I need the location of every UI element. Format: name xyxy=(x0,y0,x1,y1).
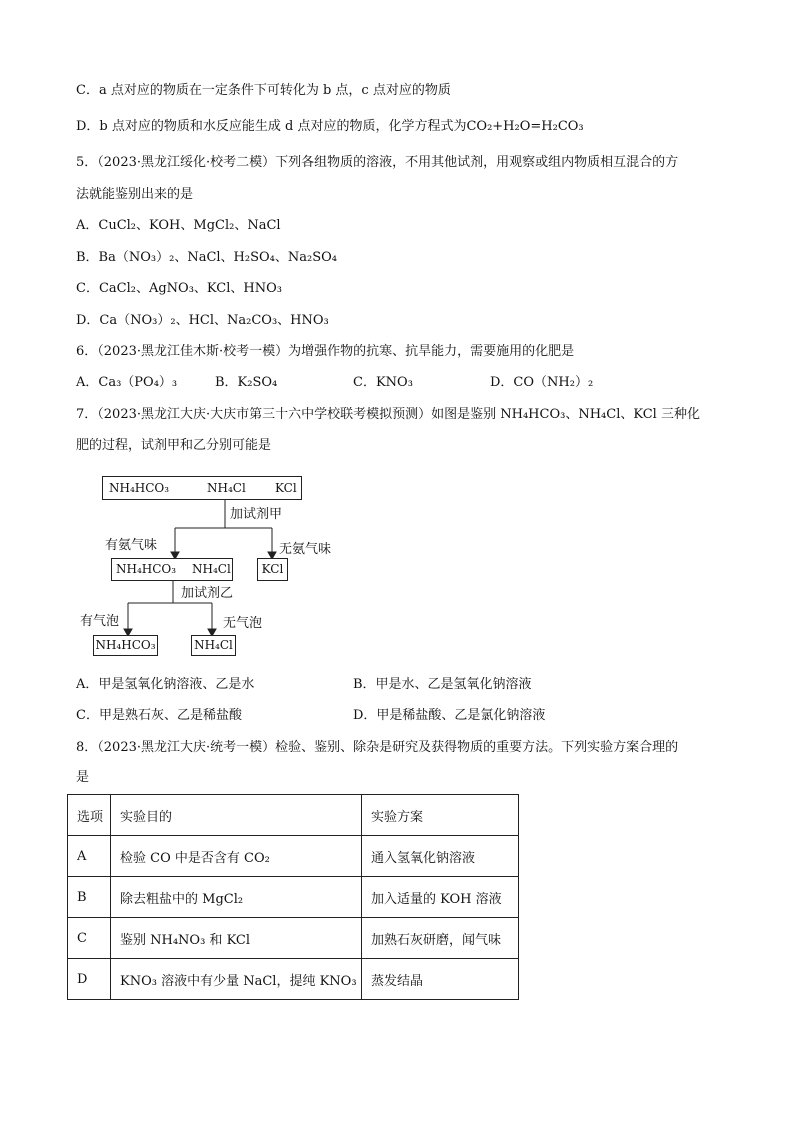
q5-stem-line1: 5．（2023·黑龙江绥化·校考二模）下列各组物质的溶液，不用其他试剂，用观察或组内物质相互混合的方 xyxy=(76,155,679,170)
table-cell: C xyxy=(68,918,111,959)
q5-option-d: D．Ca（NO₃）₂、HCl、Na₂CO₃、HNO₃ xyxy=(76,313,329,328)
q7-reagent-b-label: 加试剂乙 xyxy=(181,586,234,601)
q7-option-c: C．甲是熟石灰、乙是稀盐酸 xyxy=(76,708,242,723)
table-cell: 鉴别 NH₄NO₃ 和 KCl xyxy=(111,918,362,959)
q7-middle-box-item-2: NH₄Cl xyxy=(192,562,231,576)
q4-option-d-equation: CO₂+H₂O=H₂CO₃ xyxy=(466,119,584,134)
table-cell: KNO₃ 溶液中有少量 NaCl，提纯 KNO₃ xyxy=(111,959,362,1000)
table-cell: 蒸发结晶 xyxy=(362,959,519,1000)
q7-no-ammonia-label: 无氨气味 xyxy=(279,542,332,557)
q8-stem-line1: 8．（2023·黑龙江大庆·统考一模）检验、鉴别、除杂是研究及获得物质的重要方法。下列实验方案合理的 xyxy=(76,740,679,755)
table-row xyxy=(68,959,519,1000)
table-cell: A xyxy=(68,836,111,877)
table-header-cell: 实验方案 xyxy=(362,795,519,836)
q7-middle-box-item-1: NH₄HCO₃ xyxy=(116,562,177,576)
q5-option-b: B．Ba（NO₃）₂、NaCl、H₂SO₄、Na₂SO₄ xyxy=(76,250,337,265)
table-cell: 加入适量的 KOH 溶液 xyxy=(362,877,519,918)
q6-option-d: D．CO（NH₂）₂ xyxy=(490,375,594,390)
q5-option-a: A．CuCl₂、KOH、MgCl₂、NaCl xyxy=(76,218,281,233)
table-row xyxy=(68,877,519,918)
q7-option-d: D．甲是稀盐酸、乙是氯化钠溶液 xyxy=(353,708,546,723)
table-row xyxy=(68,918,519,959)
q7-top-box-item-2: NH₄Cl xyxy=(207,481,246,495)
q7-result-box-right-label: NH₄Cl xyxy=(194,638,233,652)
q7-option-b: B．甲是水、乙是氢氧化钠溶液 xyxy=(353,677,532,692)
table-header-cell: 实验目的 xyxy=(111,795,362,836)
q8-options-table xyxy=(67,794,519,1000)
q5-option-c: C．CaCl₂、AgNO₃、KCl、HNO₃ xyxy=(76,281,282,296)
table-header-row xyxy=(68,795,519,836)
q6-option-b: B．K₂SO₄ xyxy=(215,375,278,390)
q7-kcl-box xyxy=(257,558,288,581)
q4-option-d-text: D．b 点对应的物质和水反应能生成 d 点对应的物质，化学方程式为 xyxy=(76,119,467,134)
q7-reagent-a-label: 加试剂甲 xyxy=(230,507,283,522)
q7-result-box-left xyxy=(93,635,158,656)
table-cell: D xyxy=(68,959,111,1000)
table-row xyxy=(68,836,519,877)
q7-top-box-item-1: NH₄HCO₃ xyxy=(109,481,170,495)
q4-option-c: C．a 点对应的物质在一定条件下可转化为 b 点，c 点对应的物质 xyxy=(76,83,451,98)
q6-option-a: A．Ca₃（PO₄）₃ xyxy=(76,375,178,390)
q7-no-bubbles-label: 无气泡 xyxy=(223,616,263,631)
q7-result-box-left-label: NH₄HCO₃ xyxy=(95,638,156,652)
table-cell: 通入氢氧化钠溶液 xyxy=(362,836,519,877)
table-cell: B xyxy=(68,877,111,918)
table-cell: 检验 CO 中是否含有 CO₂ xyxy=(111,836,362,877)
q7-kcl-box-label: KCl xyxy=(261,562,284,576)
q7-stem-line1: 7．（2023·黑龙江大庆·大庆市第三十六中学校联考模拟预测）如图是鉴别 NH₄HCO₃、NH₄Cl、KCl 三种化 xyxy=(76,407,700,422)
q6-stem: 6．（2023·黑龙江佳木斯·校考一模）为增强作物的抗寒、抗旱能力，需要施用的化肥是 xyxy=(76,344,575,359)
table-cell: 除去粗盐中的 MgCl₂ xyxy=(111,877,362,918)
q7-bubbles-label: 有气泡 xyxy=(80,614,120,629)
q7-stem-line2: 肥的过程，试剂甲和乙分别可能是 xyxy=(76,438,272,453)
q7-result-box-right xyxy=(191,635,236,656)
table-cell: 加熟石灰研磨，闻气味 xyxy=(362,918,519,959)
q7-option-a: A．甲是氢氧化钠溶液、乙是水 xyxy=(76,677,255,692)
q7-middle-box xyxy=(111,558,233,581)
q7-ammonia-smell-label: 有氨气味 xyxy=(105,538,158,553)
q8-stem-line2: 是 xyxy=(76,770,90,785)
q6-option-c: C．KNO₃ xyxy=(353,375,413,390)
q5-stem-line2: 法就能鉴别出来的是 xyxy=(76,187,194,202)
q7-top-box xyxy=(102,476,302,500)
q7-top-box-item-3: KCl xyxy=(275,481,297,495)
table-header-cell: 选项 xyxy=(68,795,111,836)
